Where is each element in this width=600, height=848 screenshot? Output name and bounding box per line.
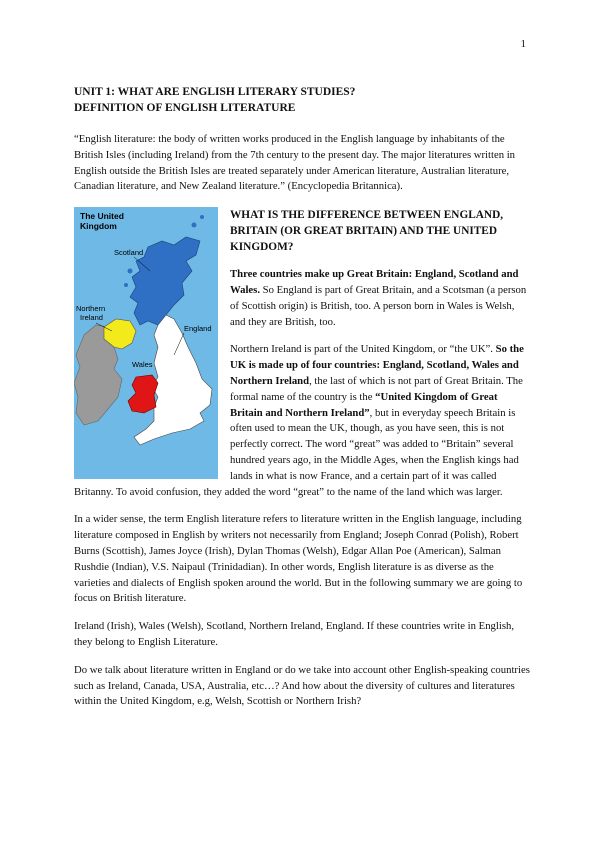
uk-map-image: [74, 207, 218, 479]
map-label-england: England: [184, 324, 212, 334]
great-britain-bold: Three countries make up Great Britain: England, Scotland and Wales.: [230, 268, 519, 296]
uk-text-a: Northern Ireland is part of the United Kingdom, or “the UK”.: [230, 343, 496, 356]
unit-heading: UNIT 1: WHAT ARE ENGLISH LITERARY STUDIES?: [74, 86, 356, 98]
britannica-quote: “English literature: the body of written works produced in the English language by inhabitants of the British Isles (including Ireland) from the 7th century to the present day. The major literatures written in English outside the British Isles are treated separately under American literature, Australian literature, Canadian literature, and New Zealand literature.” (Encyclopedia Britannica).: [74, 133, 516, 193]
uk-text-d: “United Kingdom of Great Britain and Northern Ireland”: [230, 390, 498, 419]
definition-heading: DEFINITION OF ENGLISH LITERATURE: [74, 102, 296, 114]
map-title-line1: The United: [80, 211, 124, 222]
document-body: [74, 84, 530, 722]
countries-paragraph: Ireland (Irish), Wales (Welsh), Scotland, Northern Ireland, England. If these countries write in English, they belong to English Literature.: [74, 620, 514, 648]
map-title-line2: Kingdom: [80, 221, 117, 232]
uk-text-c: , the last of which is not part of Great Britain. The formal name of the country is the: [230, 374, 523, 403]
map-isles: [192, 223, 197, 228]
question-paragraph: Do we talk about literature written in England or do we take into account other English-speaking countries such as Ireland, Canada, USA, Australia, etc…? And how about the diversity of cultures and literatures within the United Kingdom, e.g, Welsh, Scottish or Northern Irish?: [74, 663, 530, 708]
map-label-northern-1: Northern: [76, 304, 106, 314]
uk-text-b: So the UK is made up of four countries: England, Scotland, Wales and Northern Ireland: [230, 343, 524, 387]
uk-difference-heading: WHAT IS THE DIFFERENCE BETWEEN ENGLAND, BRITAIN (OR GREAT BRITAIN) AND THE UNITED KINGDOM?: [230, 209, 504, 254]
wider-sense-paragraph: In a wider sense, the term English literature refers to literature written in the English language, including literature composed in English by writers not necessarily from England; Joseph Conrad (Polish), Robert Burns (Scottish), James Joyce (Irish), Dylan Thomas (Welsh), Edgar Allan Poe (American), Salman Rushdie (Indian), V.S. Naipaul (Trinidadian). In other words, English literature is as diverse as the varieties and dialects of English spoken around the world. But in the following summary we are going to focus on British literature.: [74, 513, 523, 605]
great-britain-text: So England is part of Great Britain, and a Scotsman (a person of Scottish origin) is British, too. A person born in Wales is Welsh, and they are British, too.: [230, 283, 527, 328]
map-label-wales: Wales: [132, 360, 153, 370]
page-number: 1: [520, 38, 526, 50]
map-label-scotland: Scotland: [114, 248, 144, 258]
map-label-northern-2: Ireland: [80, 313, 103, 323]
uk-text-e: , but in everyday speech Britain is often used to mean the UK, though, as you have seen, this is not perfectly correct. The word “great” was added to “Britain” several hundred years ago, in the Middle Ages, when the English kings had lands in what is now France, and a certain part of it was called Britanny. To avoid confusion, they added the word “great” to the name of the land which was larger.: [74, 406, 519, 498]
uk-section: [74, 207, 530, 500]
